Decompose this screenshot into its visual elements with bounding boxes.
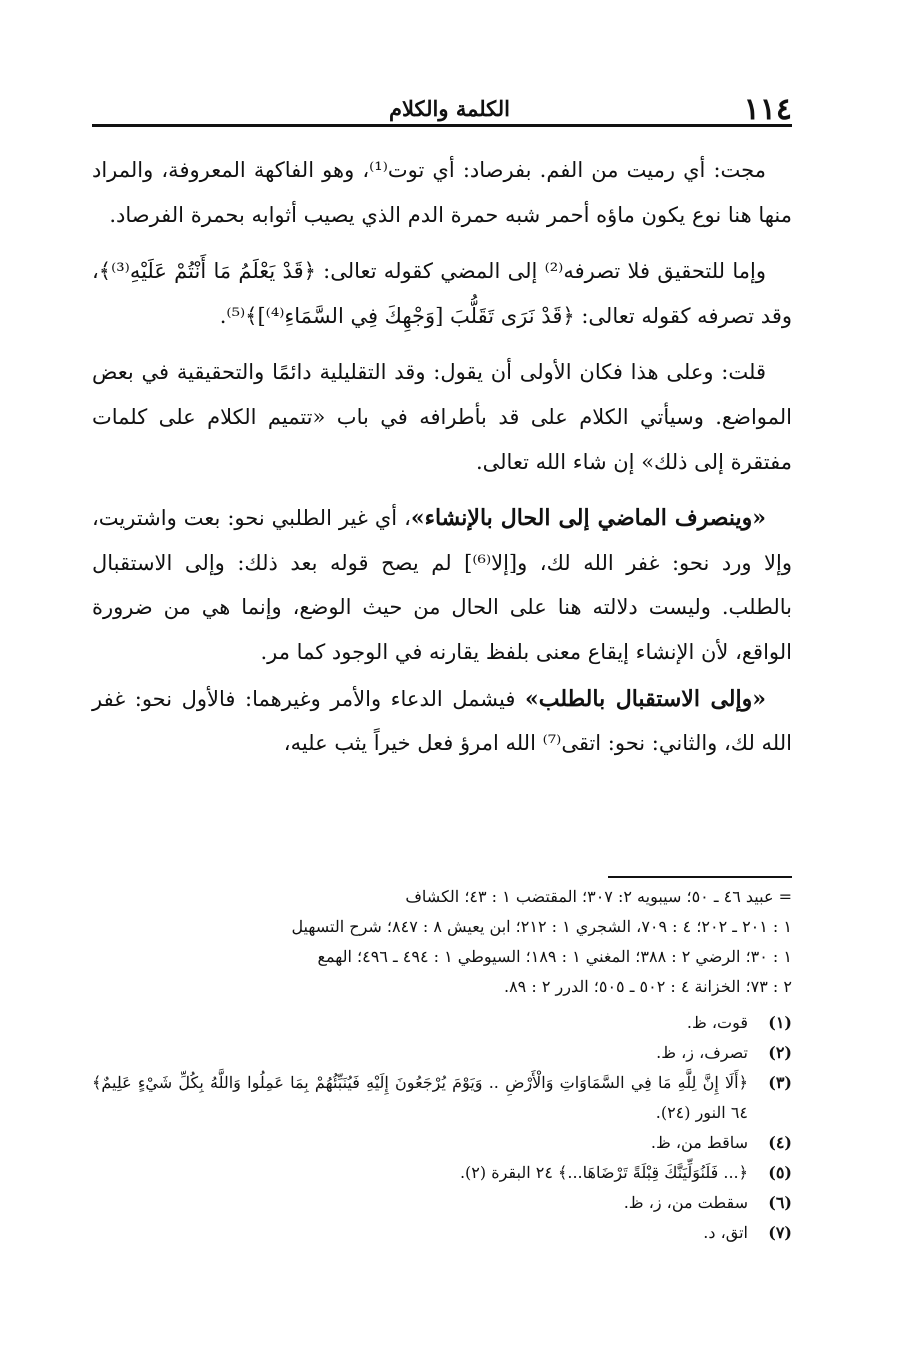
footnote-number: (٥): [768, 1163, 792, 1182]
footnote-item: [92, 1158, 792, 1188]
paragraph-2: وإما للتحقيق فلا تصرفه⁽²⁾ إلى المضي كقوله تعالى: ﴿قَدْ يَعْلَمُ مَا أَنْتُمْ عَلَيْهِ⁽³⁾﴾، وقد تصرفه كقوله تعالى: ﴿قَدْ نَرَى تَقَلُّبَ [وَجْهِكَ فِي السَّمَاءِ⁽⁴⁾]﴾⁽⁵⁾.: [92, 259, 792, 328]
continuation-line: = عبيد ٤٦ ـ ٥٠؛ سيبويه ٢: ٣٠٧؛ المقتضب ١ : ٤٣؛ الكشاف: [405, 887, 792, 906]
footnote-number: (٦): [768, 1193, 792, 1212]
footnote-text: ﴿... فَلَنُوَلِّيَنَّكَ قِبْلَةً تَرْضَاهَا...﴾ ٢٤ البقرة (٢).: [459, 1163, 748, 1182]
footnote-number: (٣): [768, 1073, 792, 1092]
page-number: ١١٤: [743, 92, 792, 127]
footnote-number: (٢): [768, 1043, 792, 1062]
footnote-rule: [608, 876, 792, 878]
commentary-text: فيشمل الدعاء والأمر وغيرهما: فالأول نحو: غفر الله لك، والثاني: نحو: اتقى⁽⁷⁾ الله امرؤ فعل خيراً يثب عليه،: [92, 686, 792, 756]
footnote-number: (١): [768, 1013, 792, 1032]
footnote-item: [92, 1068, 792, 1128]
header-rule: [92, 124, 792, 127]
paragraph-5: [92, 677, 792, 766]
footnotes: [92, 882, 792, 1248]
paragraph-1: مجت: أي رميت من الفم. بفرصاد: أي توت⁽¹⁾، وهو الفاكهة المعروفة، والمراد منها هنا نوع يكون ماؤه أحمر شبه حمرة الدم الذي يصيب أثوابه بحمرة الفرصاد.: [92, 158, 792, 227]
continuation-line: ١ : ٢٠١ ـ ٢٠٢؛ ٤ : ٧٠٩، الشجري ١ : ٢١٢؛ ابن يعيش ٨ : ٨٤٧؛ شرح التسهيل: [291, 917, 792, 936]
footnote-item: [92, 1128, 792, 1158]
commentary-text: ، أي غير الطلبي نحو: بعت واشتريت، وإلا ورد نحو: غفر الله لك، و[إلا⁽⁶⁾] لم يصح قوله بعد ذلك: وإلى الاستقبال بالطلب. وليست دلالته هنا على الحال من حيث الوضع، وإنما هي من ضرورة الواقع، لأن الإنشاء إيقاع معنى بلفظ يقارنه في الوجود كما مر.: [92, 506, 792, 664]
footnote-text: اتق، د.: [703, 1223, 748, 1242]
footnote-text: قوت، ظ.: [686, 1013, 748, 1032]
running-title: الكلمة والكلام: [389, 96, 510, 121]
paragraph-4: [92, 496, 792, 674]
footnote-item: [92, 1008, 792, 1038]
footnote-text: ﴿أَلَا إِنَّ لِلَّهِ مَا فِي السَّمَاوَاتِ وَالْأَرْضِ .. وَيَوْمَ يُرْجَعُونَ إِلَيْهِ فَيُنَبِّئُهُمْ بِمَا عَمِلُوا وَاللَّهُ بِكُلِّ شَيْءٍ عَلِيمٌ﴾ ٦٤ النور (٢٤).: [92, 1073, 748, 1122]
footnote-text: سقطت من، ز، ظ.: [623, 1193, 748, 1212]
matn-quote: «وينصرف الماضي إلى الحال بالإنشاء»: [410, 505, 767, 532]
continuation-line: ١ : ٣٠؛ الرضي ٢ : ٣٨٨؛ المغني ١ : ١٨٩؛ السيوطي ١ : ٤٩٤ ـ ٤٩٦؛ الهمع: [317, 947, 792, 966]
paragraph-3: قلت: وعلى هذا فكان الأولى أن يقول: وقد التقليلية دائمًا والتحقيقية في بعض المواضع. وسيأتي الكلام على قد بأطرافه في باب «تتميم الكلام على كلمات مفتقرة إلى ذلك» إن شاء الله تعالى.: [92, 360, 792, 474]
main-text: [92, 148, 792, 778]
footnote-number: (٤): [768, 1133, 792, 1152]
footnote-text: ساقط من، ظ.: [650, 1133, 748, 1152]
matn-quote: «وإلى الاستقبال بالطلب»: [524, 685, 766, 712]
continuation-line: ٢ : ٧٣؛ الخزانة ٤ : ٥٠٢ ـ ٥٠٥؛ الدرر ٢ : ٨٩.: [503, 977, 792, 996]
footnote-item: [92, 1218, 792, 1248]
page-header: [92, 92, 792, 128]
footnote-item: [92, 1188, 792, 1218]
footnote-number: (٧): [768, 1223, 792, 1242]
footnote-continuation: [92, 882, 792, 1002]
footnote-item: [92, 1038, 792, 1068]
footnote-text: تصرف، ز، ظ.: [656, 1043, 748, 1062]
